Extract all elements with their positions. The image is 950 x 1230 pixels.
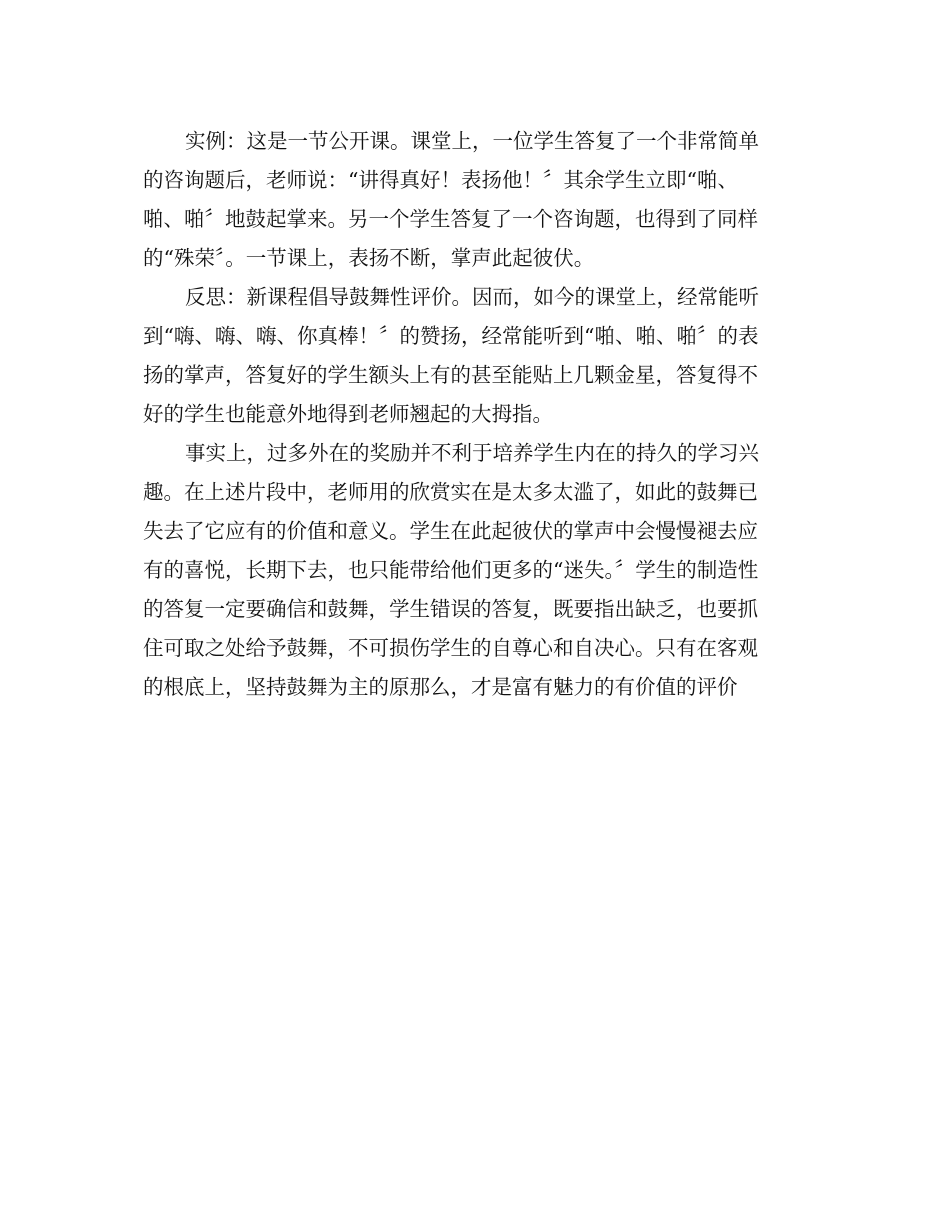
paragraph-line: 住可取之处给予鼓舞，不可损伤学生的自尊心和自决心。只有在客观: [143, 636, 758, 660]
paragraph-line: 事实上，过多外在的奖励并不利于培养学生内在的持久的学习兴: [185, 441, 759, 465]
paragraph-line: 扬的掌声，答复好的学生额头上有的甚至能贴上几颗金星，答复得不: [143, 363, 758, 387]
paragraph-line: 的咨询题后，老师说：“讲得真好！表扬他！〞其余学生立即“啪、: [143, 168, 738, 192]
paragraph-line: 失去了它应有的价值和意义。学生在此起彼伏的掌声中会慢慢褪去应: [143, 519, 758, 543]
paragraph-line: 的“殊荣〞。一节课上，表扬不断，掌声此起彼伏。: [143, 246, 595, 270]
paragraph-line: 啪、啪〞地鼓起掌来。另一个学生答复了一个咨询题，也得到了同样: [143, 207, 758, 231]
paragraph-reflection: [143, 278, 807, 434]
paragraph-example: [143, 122, 807, 278]
paragraph-line: 有的喜悦，长期下去，也只能带给他们更多的“迷失。〞学生的制造性: [143, 558, 759, 582]
paragraph-line: 趣。在上述片段中，老师用的欣赏实在是太多太滥了，如此的鼓舞已: [143, 480, 758, 504]
paragraph-line: 的根底上，坚持鼓舞为主的原那么，才是富有魅力的有价值的评价: [143, 675, 738, 699]
document-body: [143, 122, 807, 707]
paragraph-line: 反思：新课程倡导鼓舞性评价。因而，如今的课堂上，经常能听: [185, 285, 759, 309]
paragraph-analysis: [143, 434, 807, 707]
paragraph-line: 到“嗨、嗨、嗨、你真棒！〞的赞扬，经常能听到“啪、啪、啪〞的表: [143, 324, 759, 348]
paragraph-line: 的答复一定要确信和鼓舞，学生错误的答复，既要指出缺乏，也要抓: [143, 597, 758, 621]
paragraph-line: 实例：这是一节公开课。课堂上，一位学生答复了一个非常简单: [185, 129, 759, 153]
paragraph-line: 好的学生也能意外地得到老师翘起的大拇指。: [143, 402, 553, 426]
